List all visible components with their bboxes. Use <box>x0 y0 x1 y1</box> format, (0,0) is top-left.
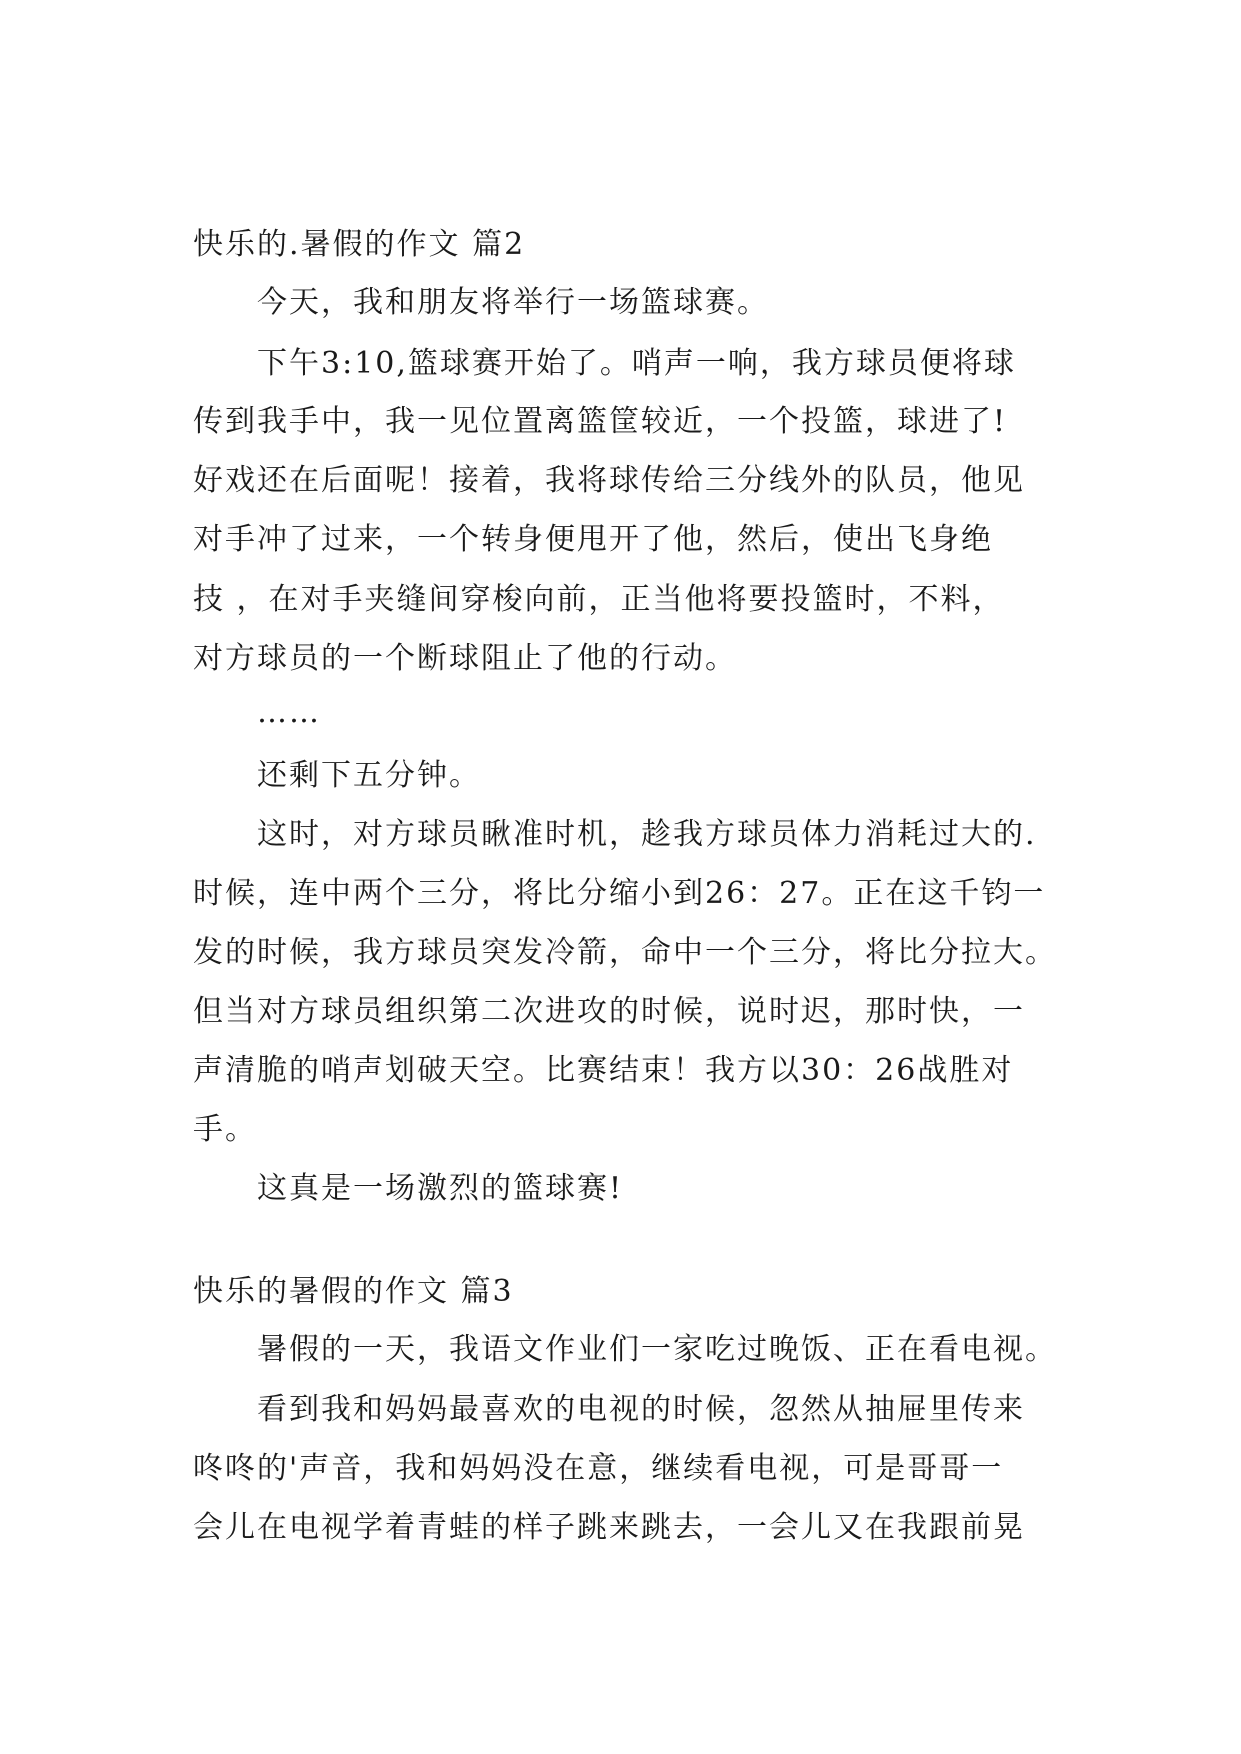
paragraph-line: 传到我手中，我一见位置离篮筐较近，一个投篮，球进了! <box>193 404 1008 439</box>
section-3-heading: 快乐的暑假的作文 篇3 <box>193 1274 514 1309</box>
paragraph-line: 时候，连中两个三分，将比分缩小到26：27。正在这千钧一 <box>193 876 1046 911</box>
paragraph-line: 好戏还在后面呢！接着，我将球传给三分线外的队员，他见 <box>193 463 1025 498</box>
paragraph-line: 暑假的一天，我语文作业们一家吃过晚饭、正在看电视。 <box>257 1332 1057 1367</box>
paragraph-line: 但当对方球员组织第二次进攻的时候，说时迟，那时快，一 <box>193 994 1025 1029</box>
section-2-heading: 快乐的.暑假的作文 篇2 <box>193 227 526 262</box>
paragraph-line: 手。 <box>193 1112 257 1147</box>
paragraph-line: 今天，我和朋友将举行一场篮球赛。 <box>257 285 769 320</box>
paragraph-line: 还剩下五分钟。 <box>257 758 481 793</box>
paragraph-line: 对手冲了过来，一个转身便甩开了他，然后，使出飞身绝 <box>193 522 993 557</box>
paragraph-line: 声清脆的哨声划破天空。比赛结束！我方以30：26战胜对 <box>193 1053 1014 1088</box>
paragraph-line: 看到我和妈妈最喜欢的电视的时候，忽然从抽屉里传来 <box>257 1392 1025 1427</box>
ellipsis-line: …… <box>257 695 321 730</box>
paragraph-line: 技 ，在对手夹缝间穿梭向前，正当他将要投篮时，不料， <box>193 582 1005 617</box>
paragraph-line: 这真是一场激烈的篮球赛! <box>257 1171 624 1206</box>
paragraph-line: 会儿在电视学着青蛙的样子跳来跳去，一会儿又在我跟前晃 <box>193 1510 1025 1545</box>
paragraph-line: 发的时候，我方球员突发冷箭，命中一个三分，将比分拉大。 <box>193 935 1057 970</box>
paragraph-line: 这时，对方球员瞅准时机，趁我方球员体力消耗过大的. <box>257 817 1037 852</box>
paragraph-line: 下午3:10,篮球赛开始了。哨声一响，我方球员便将球 <box>257 346 1016 381</box>
paragraph-line: 对方球员的一个断球阻止了他的行动。 <box>193 641 737 676</box>
paragraph-line: 咚咚的'声音，我和妈妈没在意，继续看电视，可是哥哥一 <box>193 1451 1004 1486</box>
